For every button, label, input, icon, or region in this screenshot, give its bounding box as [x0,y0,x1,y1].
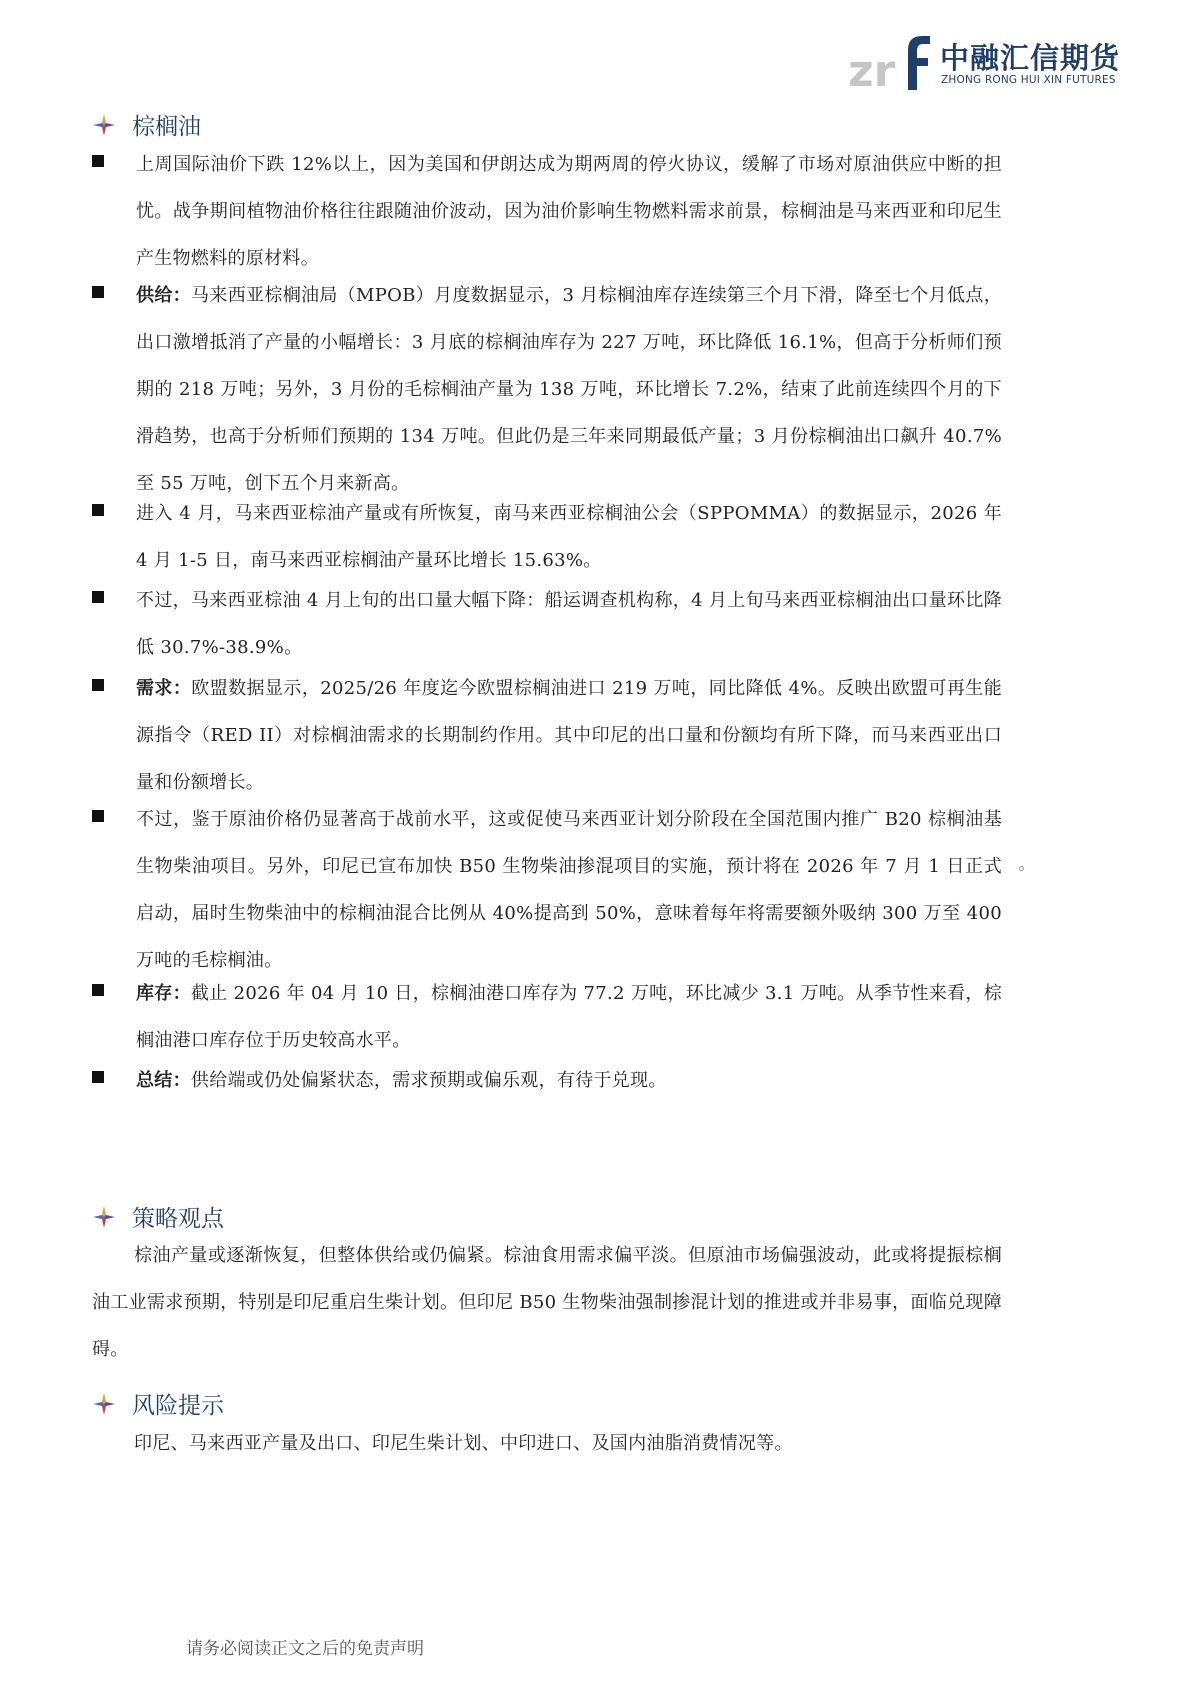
section-title: 棕榈油 [132,114,201,140]
bullet-square-icon [92,286,104,298]
bullet-label: 需求： [136,678,192,699]
bullet-label: 供给： [136,285,192,306]
compass-star-icon [92,1392,116,1416]
bullet-square-icon [92,504,104,516]
bullet-square-icon [92,591,104,603]
risk-paragraph: 印尼、马来西亚产量及出口、印尼生柴计划、中印进口、及国内油脂消费情况等。 [134,1433,793,1454]
section-title: 策略观点 [132,1206,224,1232]
section-heading-strategy [92,1200,224,1233]
bullet-item [92,665,1002,806]
bullet-square-icon [92,810,104,822]
company-logo [848,30,1128,92]
bullet-item [92,577,1002,671]
bullet-label: 库存： [136,983,191,1004]
bullet-item [92,141,1002,282]
bullet-text: 欧盟数据显示，2025/26 年度迄今欧盟棕榈油进口 219 万吨，同比降低 4%。反映出欧盟可再生能源指令（RED II）对棕榈油需求的长期制约作用。其中印尼的出口量和份额均有所下降，而马来西亚出口量和份额增长。 [136,678,1002,793]
bullet-text: 不过，鉴于原油价格仍显著高于战前水平，这或促使马来西亚计划分阶段在全国范围内推广 B20 棕榈油基生物柴油项目。另外，印尼已宣布加快 B50 生物柴油掺混项目的实施，预计将在 2026 年 7 月 1 日正式启动，届时生物柴油中的棕榈油混合比例从 40%提高到 50%，意味着每年将需要额外吸纳 300 万至 400 万吨的毛棕榈油。 [136,809,1002,971]
bullet-text: 截止 2026 年 04 月 10 日，棕榈油港口库存为 77.2 万吨，环比减少 3.1 万吨。从季节性来看，棕榈油港口库存位于历史较高水平。 [136,983,1002,1051]
bullet-square-icon [92,1071,104,1083]
section-heading-risk [92,1387,224,1420]
bullet-item [92,970,1002,1064]
bullet-text: 进入 4 月，马来西亚棕油产量或有所恢复，南马来西亚棕榈油公会（SPPOMMA）的数据显示，2026 年 4 月 1-5 日，南马来西亚棕榈油产量环比增长 15.63%。 [136,503,1002,571]
disclaimer-footer: 请务必阅读正文之后的免责声明 [186,1639,424,1659]
bullet-item [92,490,1002,584]
bullet-item [92,272,1002,507]
section-title: 风险提示 [132,1393,224,1419]
stray-dot-mark [1019,866,1024,871]
logo-name-cn: 中融汇信期货 [940,41,1121,75]
compass-star-icon [92,113,116,137]
bullet-text: 供给端或仍处偏紧状态，需求预期或偏乐观，有待于兑现。 [190,1070,667,1091]
bullet-item [92,1057,1002,1104]
bullet-item [92,796,1002,984]
section-heading-palm-oil [92,108,201,141]
zrf-logo-mark [848,30,932,92]
bullet-text: 不过，马来西亚棕油 4 月上旬的出口量大幅下降：船运调查机构称，4 月上旬马来西亚棕榈油出口量环比降低 30.7%-38.9%。 [136,590,1002,658]
strategy-paragraph: 棕油产量或逐渐恢复，但整体供给或仍偏紧。棕油食用需求偏平淡。但原油市场偏强波动，此或将提振棕榈油工业需求预期，特别是印尼重启生柴计划。但印尼 B50 生物柴油强制掺混计划的推进或并非易事，面临兑现障碍。 [92,1245,1002,1360]
bullet-text: 上周国际油价下跌 12%以上，因为美国和伊朗达成为期两周的停火协议，缓解了市场对原油供应中断的担忧。战争期间植物油价格往往跟随油价波动，因为油价影响生物燃料需求前景，棕榈油是马来西亚和印尼生产生物燃料的原材料。 [136,154,1002,269]
bullet-square-icon [92,984,104,996]
bullet-square-icon [92,155,104,167]
svg-text:zr: zr [848,46,896,92]
logo-name-en: ZHONG RONG HUI XIN FUTURES [941,74,1116,86]
bullet-text: 马来西亚棕榈油局（MPOB）月度数据显示，3 月棕榈油库存连续第三个月下滑，降至七个月低点，出口激增抵消了产量的小幅增长：3 月底的棕榈油库存为 227 万吨，环比降低 16.1%，但高于分析师们预期的 218 万吨；另外，3 月份的毛棕榈油产量为 138 万吨，环比增长 7.2%，结束了此前连续四个月的下滑趋势，也高于分析师们预期的 134 万吨。但此仍是三年来同期最低产量；3 月份棕榈油出口飙升 40.7%至 55 万吨，创下五个月来新高。 [136,285,1002,494]
bullet-label: 总结： [136,1070,191,1091]
bullet-square-icon [92,679,104,691]
compass-star-icon [92,1205,116,1229]
